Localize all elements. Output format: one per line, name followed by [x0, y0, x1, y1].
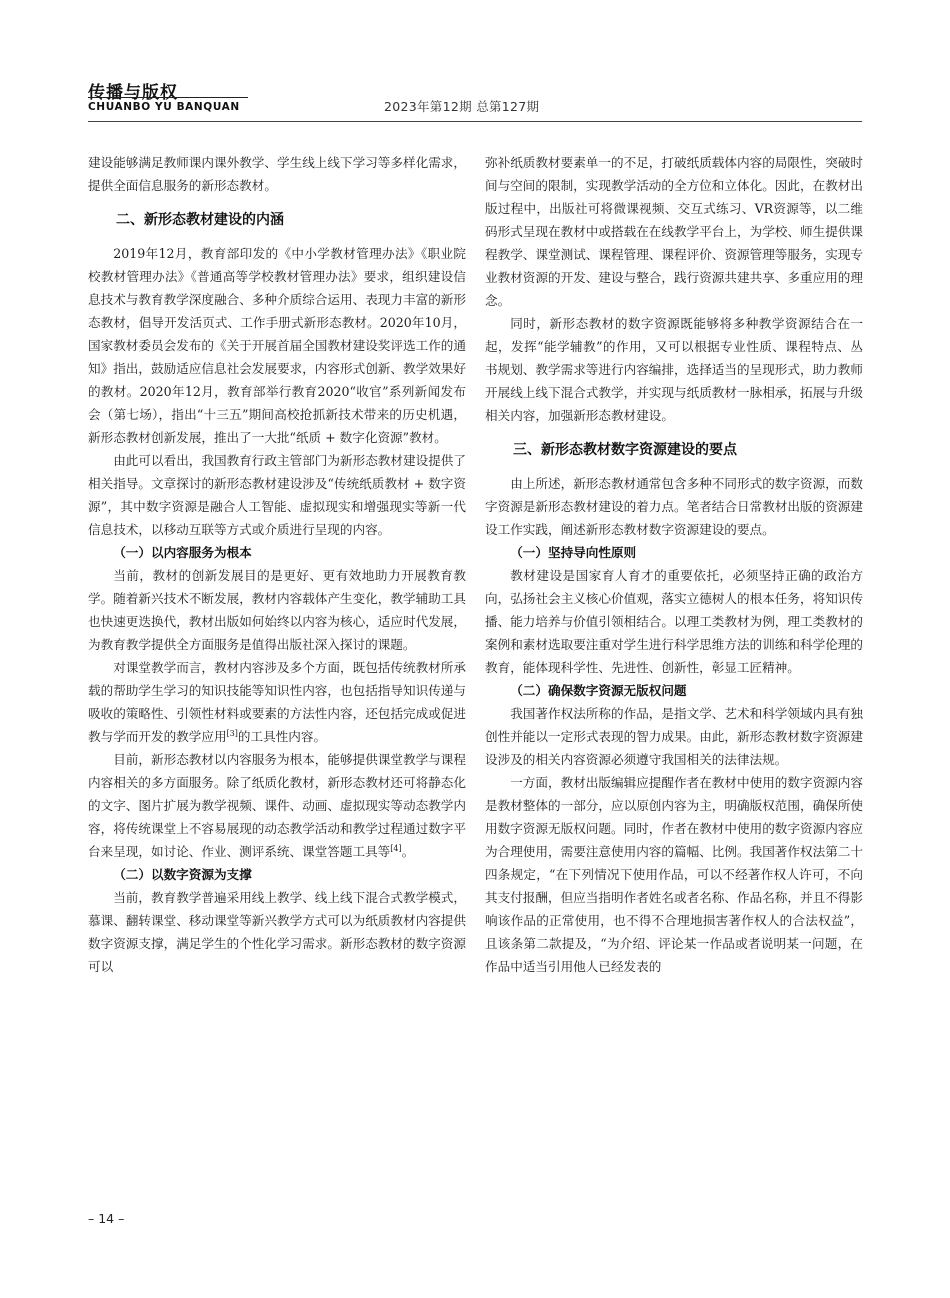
left-paragraph-4: [88, 656, 466, 748]
subheading-content-service: （一）以内容服务为根本: [113, 545, 252, 560]
journal-title-cn: 传播与版权: [88, 83, 178, 103]
right-column: [485, 151, 863, 978]
header-divider: [88, 121, 862, 122]
subheading-digital-resources: （二）以数字资源为支撑: [113, 867, 252, 882]
left-paragraph-5-tail: 。: [401, 844, 415, 859]
right-paragraph-3: 教材建设是国家育人育才的重要依托，必须坚持正确的政治方向，弘扬社会主义核心价值观，落实立德树人的根本任务，将知识传播、能力培养与价值引领相结合。以理工类教材为例，理工类教材的案例和素材选取要注重对学生进行科学思维方法的训练和科学伦理的教育，能体现科学性、先进性、创新性，彰显工匠精神。: [485, 568, 863, 675]
page-number: – 14 –: [88, 1211, 125, 1226]
right-paragraph-0: 弥补纸质教材要素单一的不足，打破纸质载体内容的局限性，突破时间与空间的限制，实现教学活动的全方位和立体化。因此，在教材出版过程中，出版社可将微课视频、交互式练习、VR资源等，以二维码形式呈现在教材中或搭载在在线教学平台上，为学校、师生提供课程教学、课堂测试、课程管理、课程评价、资源管理等服务，实现专业教材资源的开发、建设与整合，践行资源共建共享、多重应用的理念。: [485, 155, 863, 308]
left-paragraph-4-text: 对课堂教学而言，教材内容涉及多个方面，既包括传统教材所承载的帮助学生学习的知识技能等知识性内容，也包括指导知识传递与吸收的策略性、引领性材料或要素的方法性内容，还包括完成或促进教与学而开发的教学应用: [88, 660, 466, 744]
left-paragraph-0: 建设能够满足教师课内课外教学、学生线上线下学习等多样化需求，提供全面信息服务的新形态教材。: [88, 155, 466, 193]
journal-title-en: CHUANBO YU BANQUAN: [88, 101, 240, 113]
right-paragraph-4: 我国著作权法所称的作品，是指文学、艺术和科学领域内具有独创性并能以一定形式表现的智力成果。由此，新形态教材数字资源建设涉及的相关内容资源必须遵守我国相关的法律法规。: [485, 706, 863, 767]
left-paragraph-6: 当前，教育教学普遍采用线上教学、线上线下混合式教学模式，慕课、翻转课堂、移动课堂等新兴教学方式可以为纸质教材内容提供数字资源支撑，满足学生的个性化学习需求。新形态教材的数字资源可以: [88, 890, 466, 974]
left-paragraph-5: [88, 748, 466, 863]
right-paragraph-5: 一方面，教材出版编辑应提醒作者在教材中使用的数字资源内容是教材整体的一部分，应以原创内容为主，明确版权范围，确保所使用数字资源无版权问题。同时，作者在教材中使用的数字资源内容应为合理使用，需要注意使用内容的篇幅、比例。我国著作权法第二十四条规定，“在下列情况下使用作品，可以不经著作权人许可，不向其支付报酬，但应当指明作者姓名或者名称、作品名称，并且不得影响该作品的正常使用，也不得不合理地损害著作权人的合法权益”，且该条第二款提及，“为介绍、评论某一作品或者说明某一问题，在作品中适当引用他人已经发表的: [485, 775, 863, 974]
citation-ref-4: [4]: [390, 843, 402, 853]
left-paragraph-5-text: 目前，新形态教材以内容服务为根本，能够提供课堂教学与课程内容相关的多方面服务。除了纸质化教材，新形态教材还可将静态化的文字、图片扩展为教学视频、课件、动画、虚拟现实等动态教学内容，将传统课堂上不容易展现的动态教学活动和教学过程通过数字平台来呈现，如讨论、作业、测评系统、课堂答题工具等: [88, 752, 466, 859]
left-paragraph-4-tail: 的工具性内容。: [237, 729, 327, 744]
subheading-copyright: （二）确保数字资源无版权问题: [510, 683, 687, 698]
issue-info: 2023年第12期 总第127期: [384, 99, 540, 114]
section-heading-3: 三、新形态教材数字资源建设的要点: [513, 442, 737, 458]
journal-title-underline: [88, 97, 248, 98]
left-paragraph-2: 由此可以看出，我国教育行政主管部门为新形态教材建设提供了相关指导。文章探讨的新形态教材建设涉及“传统纸质教材 + 数字资源”，其中数字资源是融合人工智能、虚拟现实和增强现实等新一代信息技术，以移动互联等方式或介质进行呈现的内容。: [88, 453, 466, 537]
left-column: [88, 151, 466, 978]
subheading-orientation-principle: （一）坚持导向性原则: [510, 545, 637, 560]
section-heading-2: 二、新形态教材建设的内涵: [116, 212, 284, 228]
citation-ref-3: [3]: [226, 728, 238, 738]
right-paragraph-2: 由上所述，新形态教材通常包含多种不同形式的数字资源，而数字资源是新形态教材建设的着力点。笔者结合日常教材出版的资源建设工作实践，阐述新形态教材数字资源建设的要点。: [485, 476, 863, 537]
left-paragraph-3: 当前，教材的创新发展目的是更好、更有效地助力开展教育教学。随着新兴技术不断发展，教材内容载体产生变化，教学辅助工具也快速更迭换代，教材出版如何始终以内容为核心，适应时代发展，为教育教学提供全方面服务是值得出版社深入探讨的课题。: [88, 568, 466, 652]
left-paragraph-1: 2019年12月，教育部印发的《中小学教材管理办法》《职业院校教材管理办法》《普通高等学校教材管理办法》要求，组织建设信息技术与教育教学深度融合、多种介质综合运用、表现力丰富的新形态教材，倡导开发活页式、工作手册式新形态教材。2020年10月，国家教材委员会发布的《关于开展首届全国教材建设奖评选工作的通知》指出，鼓励适应信息社会发展要求，内容形式创新、教学效果好的教材。2020年12月，教育部举行教育2020“收官”系列新闻发布会（第七场），指出“十三五”期间高校抢抓新技术带来的历史机遇，新形态教材创新发展，推出了一大批“纸质 + 数字化资源”教材。: [88, 246, 466, 445]
right-paragraph-1: 同时，新形态教材的数字资源既能够将多种教学资源结合在一起，发挥“能学辅教”的作用，又可以根据专业性质、课程特点、丛书规划、教学需求等进行内容编排，选择适当的呈现形式，助力教师开展线上线下混合式教学，并实现与纸质教材一脉相承，拓展与升级相关内容，加强新形态教材建设。: [485, 316, 863, 423]
